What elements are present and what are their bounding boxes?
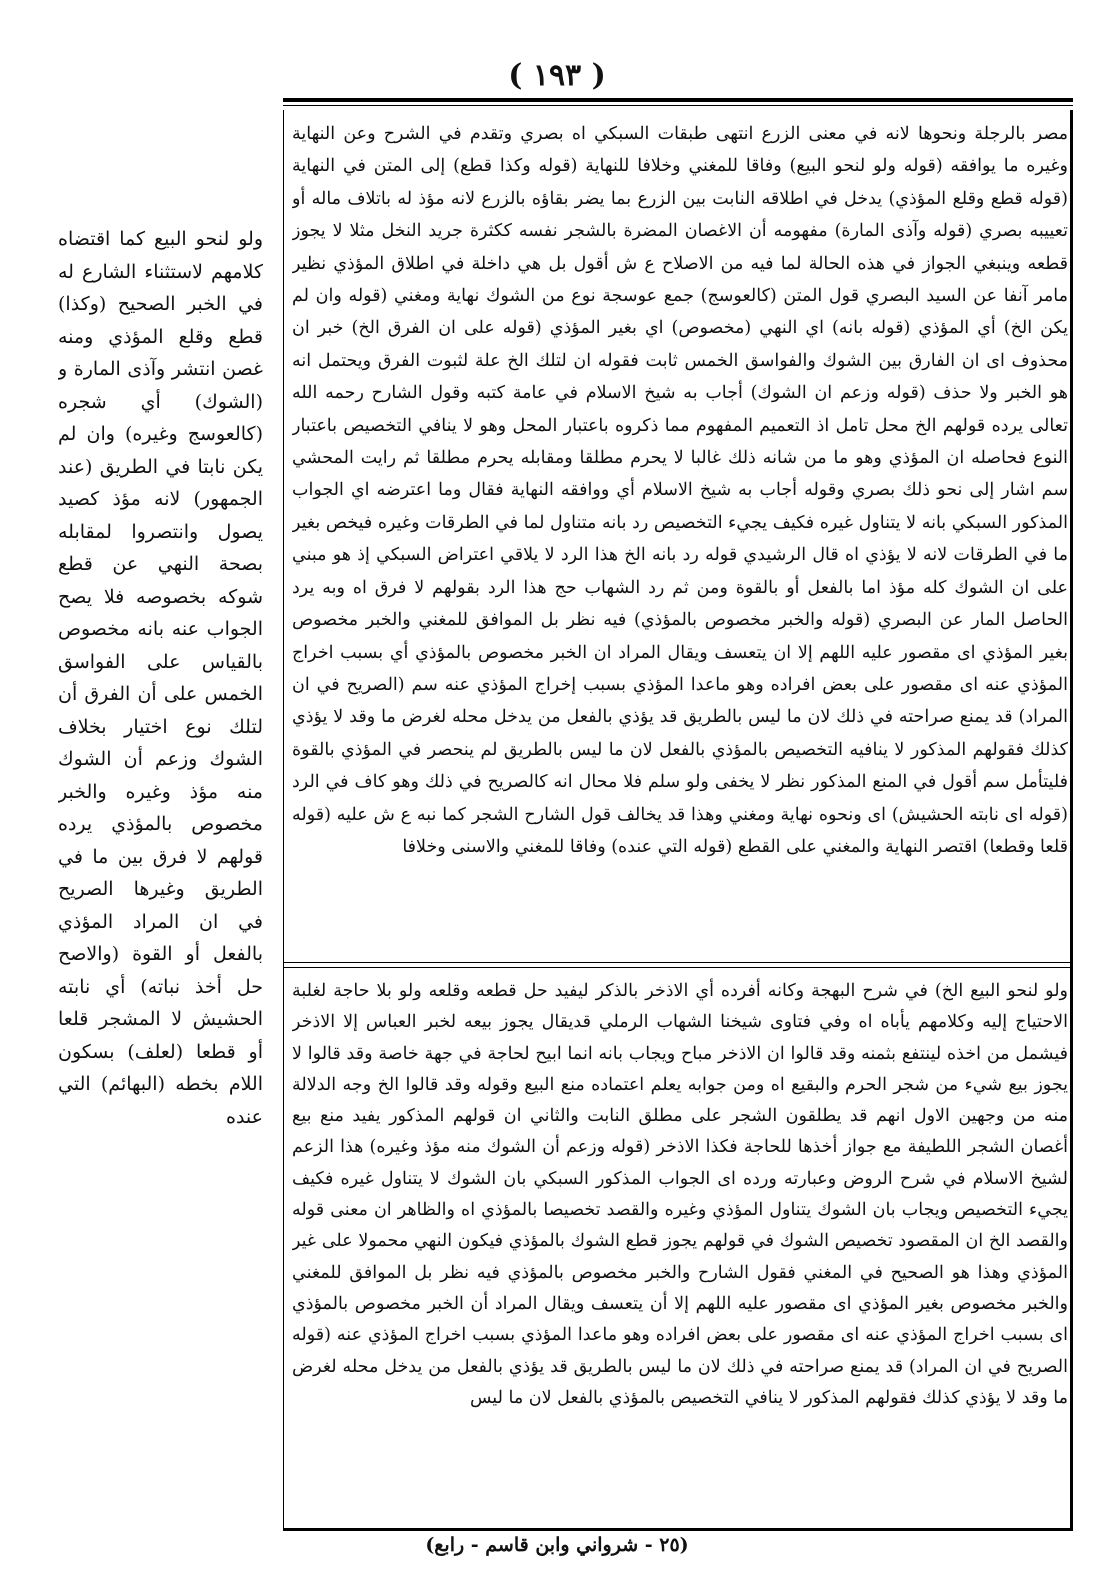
margin-matn-text — [58, 223, 263, 1363]
commentary-footnote — [292, 976, 1068, 1524]
page-number: ( ١٩٣ ) — [508, 58, 606, 93]
header-rule — [283, 98, 1073, 102]
section-separator — [283, 962, 1073, 963]
header-rule-thin — [283, 105, 1073, 106]
margin-text: ولو لنحو البيع كما اقتضاه كلامهم لاستثناء الشارع له في الخبر الصحيح (وكذا) قطع وقلع المؤذي ومنه غصن انتشر وآذى المارة و (الشوك) أي شجره (كالعوسج وغيره) وان لم يكن نابتا في الطريق (عند الجمهور) لانه مؤذ كصيد يصول وانتصروا لمقابله بصحة النهي عن قطع شوكه بخصوصه فلا يصح الجواب عنه بانه مخصوص بالقياس على الفواسق الخمس على أن الفرق أن لتلك نوع اختيار بخلاف الشوك وزعم أن الشوك منه مؤذ وغيره والخبر مخصوص بالمؤذي يرده قولهم لا فرق بين ما في الطريق وغيرها الصريح في ان المراد المؤذي بالفعل أو القوة (والاصح حل أخذ نباته) أي نابته الحشيش لا المشجر قلعا أو قطعا (لعلف) بسكون اللام بخطه (البهائم) التي عنده — [58, 228, 263, 1128]
commentary-main-text: مصر بالرجلة ونحوها لانه في معنى الزرع انتهى طبقات السبكي اه بصري وتقدم في الشرح وعن النهاية وغيره ما يوافقه (قوله ولو لنحو البيع) وفاقا للمغني وخلافا للنهاية (قوله وكذا قطع) إلى المتن في النهاية (قوله قطع وقلع المؤذي) يدخل في اطلاقه النابت بين الزرع بما يضر بقاؤه بالزرع لانه مؤذ له باتلاف ماله أو تعييبه بصري (قوله وآذى المارة) مفهومه أن الاغصان المضرة بالشجر نفسه ككثرة جريد النخل مثلا لا يجوز قطعه وينبغي الجواز في هذه الحالة لما فيه من الاصلاح ع ش أقول بل هي داخلة في اطلاق المؤذي نظير مامر آنفا عن السيد البصري قول المتن (كالعوسج) جمع عوسجة نوع من الشوك نهاية ومغني (قوله وان لم يكن الخ) أي المؤذي (قوله بانه) اي النهي (مخصوص) اي بغير المؤذي (قوله على ان الفرق الخ) خبر ان محذوف اى ان الفارق بين الشوك والفواسق الخمس ثابت فقوله ان لتلك الخ علة لثبوت الفرق ويحتمل انه هو الخبر ولا حذف (قوله وزعم ان الشوك) أجاب به شيخ الاسلام في عامة كتبه وقول الشارح رحمه الله تعالى يرده قولهم الخ محل تامل اذ التعميم المفهوم مما ذكروه باعتبار المحل وهو لا ينافي التخصيص باعتبار النوع فحاصله ان المؤذي وهو ما من شانه ذلك غالبا لا يحرم مطلقا ومقابله يحرم مطلقا ثم رايت المحشي سم اشار إلى نحو ذلك بصري وقوله أجاب به شيخ الاسلام أي ووافقه النهاية فقال وما اعترضه اي الجواب المذكور السبكي بانه لا يتناول غيره فكيف يجيء التخصيص رد بانه متناول لما في الطرقات وغيره فيخص بغير ما في الطرقات لانه لا يؤذي اه قال الرشيدي قوله رد بانه الخ هذا الرد لا يلاقي اعتراض السبكي إذ هو مبني على ان الشوك كله مؤذ اما بالفعل أو بالقوة ومن ثم رد الشهاب حج هذا الرد بقولهم لا فرق اه وبه يرد الحاصل المار عن البصري (قوله والخبر مخصوص بالمؤذي) فيه نظر بل الموافق للمغني والخبر مخصوص بغير المؤذي اى مقصور عليه اللهم إلا ان يتعسف ويقال المراد ان الخبر مخصوص بالمؤذي أي بسبب اخراج المؤذي عنه اى مقصور على بعض افراده وهو ماعدا المؤذي بسبب إخراج المؤذي عنه سم (الصريح في ان المراد) قد يمنع صراحته في ذلك لان ما ليس بالطريق قد يؤذي بالفعل من يدخل محله لغرض ما وقد لا يؤذي كذلك فقولهم المذكور لا ينافيه التخصيص بالمؤذي بالفعل لان ما ليس بالطريق لم ينحصر في المؤذي بالقوة فليتأمل سم أقول في المنع المذكور نظر لا يخفى ولو سلم فلا محال انه كالصريح في ذلك وهو كاف في الرد (قوله اى نابته الحشيش) اى ونحوه نهاية ومغني وهذا قد يخالف قول الشارح الشجر كما نبه ع ش عليه (قوله قلعا وقطعا) اقتصر النهاية والمغني على القطع (قوله التي عنده) وفاقا للمغني والاسنى وخلافا — [292, 124, 1068, 857]
commentary-footnote-text: ولو لنحو البيع الخ) في شرح البهجة وكانه أفرده أي الاذخر بالذكر ليفيد حل قطعه وقلعه ولو بلا حاجة لغلبة الاحتياج إليه وكلامهم يأباه اه وفي فتاوى شيخنا الشهاب الرملي قديقال يجوز بيعه لخبر العباس إلا الاذخر فيشمل من اخذه لينتفع بثمنه وقد قالوا ان الاذخر مباح ويجاب بانه انما ابيح لحاجة في جهة خاصة وقد قالوا لا يجوز بيع شيء من شجر الحرم والبقيع اه ومن جوابه يعلم اعتماده منع البيع وقوله وقد قالوا الخ وجه الدلالة منه من وجهين الاول انهم قد يطلقون الشجر على مطلق النابت والثاني ان قولهم المذكور يفيد منع بيع أغصان الشجر اللطيفة مع جواز أخذها للحاجة فكذا الاذخر (قوله وزعم أن الشوك منه مؤذ وغيره) هذا الزعم لشيخ الاسلام في شرح الروض وعبارته ورده اى الجواب المذكور السبكي بان الشوك لا يتناول غيره فكيف يجيء التخصيص ويجاب بان الشوك يتناول المؤذي وغيره والقصد تخصيصا بالمؤذي اه والظاهر ان معنى قوله والقصد الخ ان المقصود تخصيص الشوك في قولهم يجوز قطع الشوك بالمؤذي فيكون النهي محمولا على غير المؤذي وهذا هو الصحيح في المغني فقول الشارح والخبر مخصوص بالمؤذي فيه نظر بل الموافق للمغني والخبر مخصوص بغير المؤذي اى مقصور عليه اللهم إلا أن يتعسف ويقال المراد أن الخبر مخصوص بالمؤذي اى بسبب اخراج المؤذي عنه اى مقصور على بعض افراده وهو ماعدا المؤذي بسبب اخراج المؤذي عنه (قوله الصريح في ان المراد) قد يمنع صراحته في ذلك لان ما ليس بالطريق قد يؤذي بالفعل من يدخل محله لغرض ما وقد لا يؤذي كذلك فقولهم المذكور لا ينافي التخصيص بالمؤذي بالفعل لان ما ليس — [292, 981, 1068, 1408]
footer-rule — [283, 1528, 1073, 1531]
commentary-main — [292, 118, 1068, 960]
footer-signature: (٢٥ - شرواني وابن قاسم - رابع) — [425, 1534, 689, 1556]
